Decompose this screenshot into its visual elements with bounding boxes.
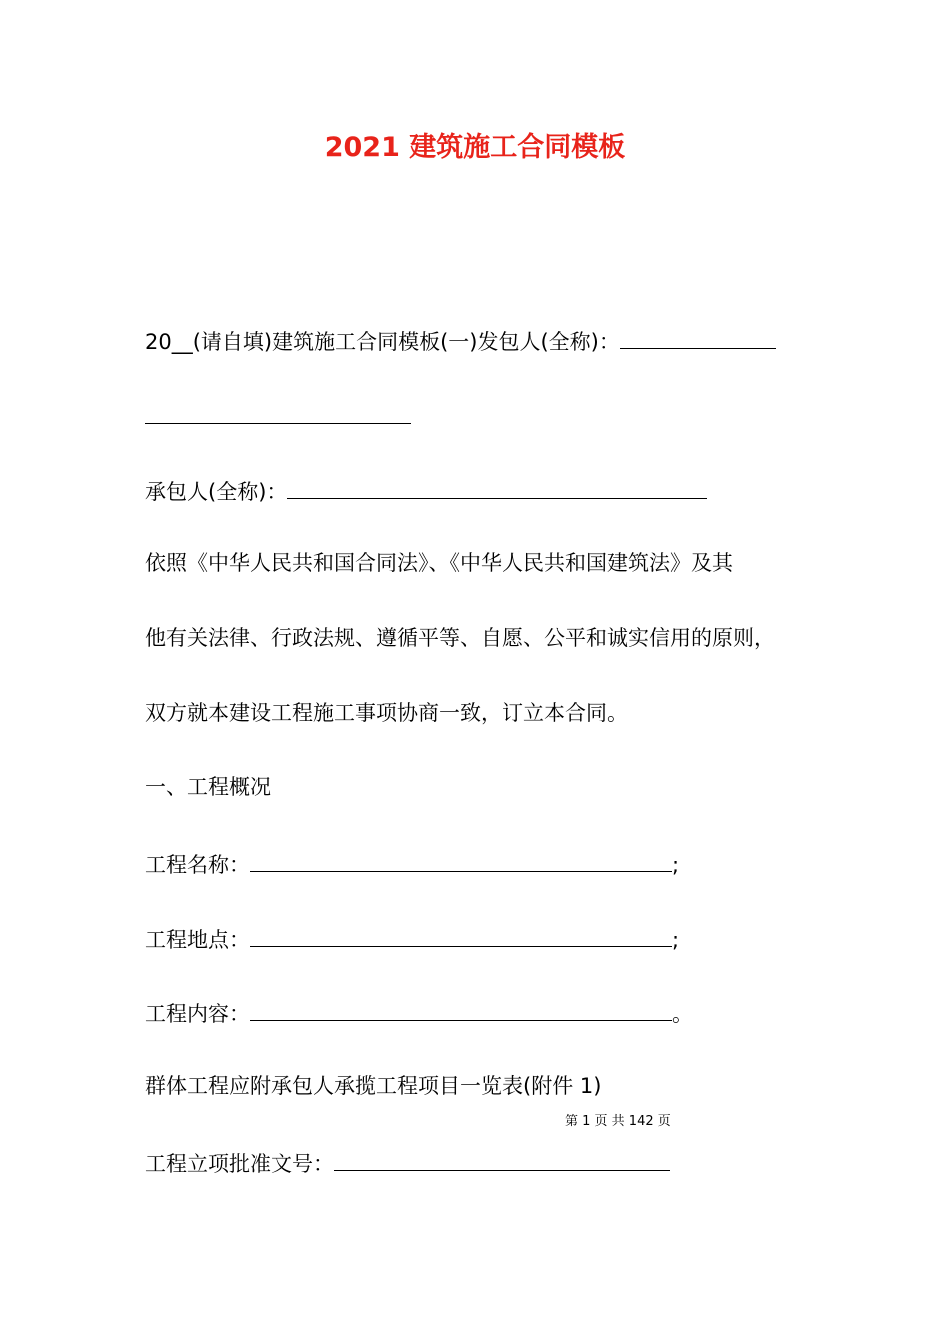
- document-title: 2021 建筑施工合同模板: [324, 132, 626, 163]
- project-name-label: 工程名称：: [145, 853, 250, 877]
- project-name-blank[interactable]: [250, 847, 672, 872]
- employer-blank[interactable]: [620, 324, 776, 349]
- preamble-line-2: 他有关法律、行政法规、遵循平等、自愿、公平和诚实信用的原则，: [145, 626, 775, 650]
- group-project-note: 群体工程应附承包人承揽工程项目一览表(附件 1): [145, 1074, 602, 1098]
- contractor-line: [145, 474, 707, 507]
- employer-blank-continued[interactable]: [145, 399, 411, 424]
- project-name-end: ;: [672, 853, 680, 877]
- project-location-blank[interactable]: [250, 922, 672, 947]
- employer-line-continued: [145, 399, 411, 432]
- preamble-line-3: 双方就本建设工程施工事项协商一致，订立本合同。: [145, 701, 628, 725]
- project-content-line: [145, 996, 693, 1029]
- project-location-line: [145, 922, 679, 955]
- project-location-label: 工程地点：: [145, 928, 250, 952]
- project-content-blank[interactable]: [250, 996, 672, 1021]
- page-footer: 第 1 页 共 142 页: [565, 1114, 671, 1129]
- approval-number-blank[interactable]: [334, 1146, 670, 1171]
- project-name-line: [145, 847, 679, 880]
- employer-label: 20__(请自填)建筑施工合同模板(一)发包人(全称)：: [145, 330, 620, 354]
- employer-line: [145, 324, 776, 357]
- approval-number-label: 工程立项批准文号：: [145, 1152, 334, 1176]
- project-content-end: 。: [672, 1002, 693, 1026]
- contractor-blank[interactable]: [287, 474, 707, 499]
- approval-number-line: [145, 1146, 670, 1179]
- project-content-label: 工程内容：: [145, 1002, 250, 1026]
- contractor-label: 承包人(全称)：: [145, 480, 288, 504]
- section-heading-project-overview: 一、工程概况: [145, 775, 271, 799]
- project-location-end: ;: [672, 928, 680, 952]
- preamble-line-1: 依照《中华人民共和国合同法》、《中华人民共和国建筑法》及其: [145, 551, 733, 575]
